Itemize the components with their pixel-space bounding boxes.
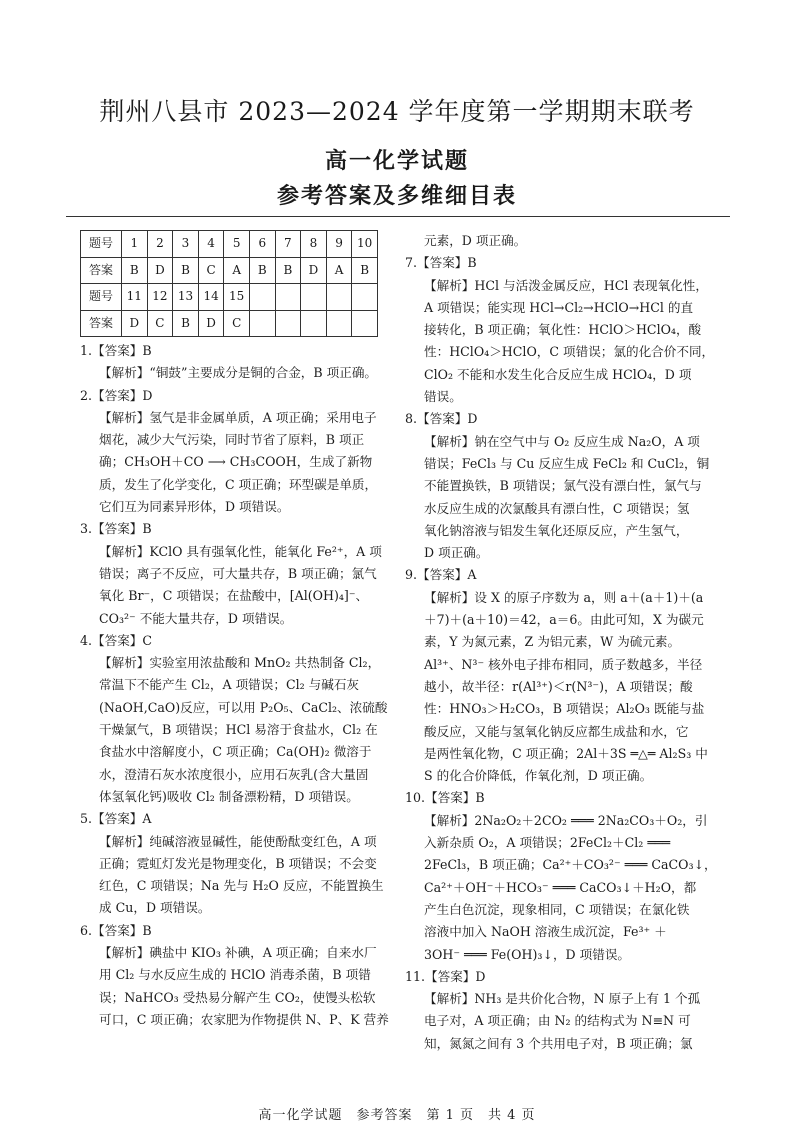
explanation-line: 不能置换铁，B 项错误；氯气没有漂白性，氯气与 [424, 478, 702, 494]
question-number-cell: 9 [326, 231, 352, 258]
explanation-line: 红色，C 项错误；Na 先与 H₂O 反应，不能置换生 [99, 878, 384, 894]
explanation-line: 错误。 [424, 389, 462, 405]
answer-cell: D [122, 310, 148, 337]
answer-cell: B [122, 257, 148, 284]
answer-table-row [81, 310, 378, 337]
answer-item [405, 966, 725, 1055]
explanation-line: ClO₂ 不能和水发生化合反应生成 HClO₄，D 项 [424, 366, 692, 382]
explanation-line: 正确；霓虹灯发光是物理变化，B 项错误；不会变 [99, 855, 377, 871]
explanation-line: 【解析】KClO 具有强氧化性，能氧化 Fe²⁺，A 项 [99, 543, 382, 559]
answer-item [80, 630, 390, 808]
document-subtitle: 高一化学试题 [324, 148, 469, 174]
explanation-line: 【解析】钠在空气中与 O₂ 反应生成 Na₂O，A 项 [424, 433, 700, 449]
explanation-line: 【解析】NH₃ 是共价化合物，N 原子上有 1 个孤 [424, 991, 701, 1007]
explanation-line: 它们互为同素异形体，D 项错误。 [99, 499, 290, 515]
answer-cell: B [352, 257, 378, 284]
explanation-line: 【解析】“铜鼓”主要成分是铜的合金，B 项正确。 [99, 365, 378, 381]
explanation-line: 【解析】纯碱溶液显碱性，能使酚酞变红色，A 项 [99, 833, 377, 849]
answer-heading: 2.【答案】D [80, 387, 153, 403]
answer-heading: 6.【答案】B [80, 922, 152, 938]
answer-heading: 3.【答案】B [80, 521, 152, 537]
answer-cell: D [301, 257, 327, 284]
answer-cell: D [198, 310, 224, 337]
explanation-line: 氧化钠溶液与铝发生氧化还原反应，产生氢气， [424, 522, 689, 538]
empty-cell [275, 284, 301, 311]
answer-heading: 4.【答案】C [80, 632, 153, 648]
explanation-line: Al³⁺、N³⁻ 核外电子排布相同，质子数越多，半径 [424, 656, 703, 672]
explanation-line: (NaOH,CaO)反应，可以用 P₂O₅、CaCl₂、浓硫酸 [99, 699, 388, 715]
explanation-line: 错误；离子不反应，可大量共存，B 项正确；氯气 [99, 565, 377, 581]
explanation-line: 2FeCl₃，B 项正确；Ca²⁺＋CO₃²⁻ ═══ CaCO₃↓， [424, 857, 717, 873]
answer-cell: B [275, 257, 301, 284]
answer-heading: 1.【答案】B [80, 343, 152, 358]
explanation-line: 常温下不能产生 Cl₂，A 项错误；Cl₂ 与碱石灰 [99, 677, 360, 693]
table-header-cell: 题号 [81, 284, 122, 311]
question-number-cell: 15 [224, 284, 250, 311]
empty-cell [275, 310, 301, 337]
answer-item [80, 518, 390, 629]
answer-cell: A [224, 257, 250, 284]
explanation-line: S 的化合价降低，作氧化剂，D 项正确。 [424, 768, 653, 784]
document-subtitle-secondary: 参考答案及多维细目表 [276, 183, 517, 209]
answer-heading: 7.【答案】B [405, 255, 477, 271]
question-number-cell: 10 [352, 231, 378, 258]
question-number-cell: 1 [122, 231, 148, 258]
question-number-cell: 11 [122, 284, 148, 311]
explanation-line: 是两性氧化物，C 项正确；2Al＋3S ═△═ Al₂S₃ 中 [424, 745, 708, 761]
explanation-line: 性：HClO₄＞HClO，C 项错误；氯的化合价不同， [424, 344, 715, 360]
answer-table-row [81, 284, 378, 311]
explanation-line: 性：HNO₃＞H₂CO₃，B 项错误；Al₂O₃ 既能与盐 [424, 701, 705, 717]
explanation-line: 【解析】实验室用浓盐酸和 MnO₂ 共热制备 Cl₂， [99, 655, 381, 671]
explanation-line: 元素，D 项正确。 [424, 233, 527, 248]
explanation-line: 产生白色沉淀，现象相同，C 项错误；在氯化铁 [424, 901, 690, 917]
answer-item [80, 385, 390, 519]
empty-cell [352, 310, 378, 337]
explanation-line: 食盐水中溶解度小，C 项正确；Ca(OH)₂ 微溶于 [99, 744, 372, 760]
explanation-line: 知，氮氮之间有 3 个共用电子对，B 项正确；氯 [424, 1035, 693, 1051]
explanation-line: 电子对，A 项正确；由 N₂ 的结构式为 N≡N 可 [424, 1013, 691, 1029]
empty-cell [301, 310, 327, 337]
page-title: 荆州八县市 2023—2024 学年度第一学期期末联考 [99, 97, 695, 126]
question-number-cell: 7 [275, 231, 301, 258]
explanation-line: 氧化 Br⁻，C 项错误；在盐酸中，[Al(OH)₄]⁻、 [99, 588, 369, 604]
answer-item [80, 808, 390, 919]
explanation-line: 素，Y 为氮元素，Z 为铝元素，W 为硫元素。 [424, 634, 681, 650]
explanation-line: D 项正确。 [424, 545, 489, 561]
empty-cell [249, 310, 275, 337]
answer-cell: A [326, 257, 352, 284]
answer-heading: 9.【答案】A [405, 567, 477, 583]
explanation-line: 【解析】碘盐中 KIO₃ 补碘，A 项正确；自来水厂 [99, 945, 377, 961]
answer-heading: 11.【答案】D [405, 968, 486, 984]
answer-heading: 5.【答案】A [80, 811, 152, 827]
table-header-cell: 答案 [81, 257, 122, 284]
explanation-line: 酸反应，又能与氢氧化钠反应都生成盐和水，它 [424, 723, 689, 739]
question-number-cell: 3 [173, 231, 199, 258]
answer-heading: 10.【答案】B [405, 790, 485, 806]
answer-table-row [81, 231, 378, 258]
explanation-line: 干燥氯气，B 项错误；HCl 易溶于食盐水，Cl₂ 在 [99, 722, 378, 738]
explanation-line: 误；NaHCO₃ 受热易分解产生 CO₂，使馒头松软 [99, 989, 376, 1005]
explanation-line: 成 Cu，D 项错误。 [99, 900, 211, 916]
question-number-cell: 12 [147, 284, 173, 311]
explanation-line: A 项错误；能实现 HCl→Cl₂→HClO→HCl 的直 [424, 299, 694, 315]
explanation-line: 溶液中加入 NaOH 溶液生成沉淀，Fe³⁺ ＋ [424, 924, 667, 940]
empty-cell [352, 284, 378, 311]
explanation-line: 越小，故半径：r(Al³⁺)＜r(N³⁻)，A 项错误；酸 [424, 678, 693, 694]
explanation-line: 3OH⁻ ═══ Fe(OH)₃↓，D 项错误。 [424, 946, 631, 962]
explanation-line: 用 Cl₂ 与水反应生成的 HClO 消毒杀菌，B 项错 [99, 967, 371, 983]
explanation-line: 水反应生成的次氯酸具有漂白性，C 项错误；氢 [424, 500, 690, 516]
answer-table [80, 230, 378, 337]
answer-item [405, 230, 725, 252]
explanation-line: 确；CH₃OH＋CO ⟶ CH₃COOH，生成了新物 [99, 454, 373, 470]
explanation-line: 【解析】氢气是非金属单质，A 项正确；采用电子 [99, 409, 377, 425]
explanation-line: 接转化，B 项正确；氧化性：HClO＞HClO₄，酸 [424, 322, 702, 338]
explanation-line: 【解析】2Na₂O₂＋2CO₂ ═══ 2Na₂CO₃＋O₂，引 [424, 812, 708, 828]
table-header-cell: 题号 [81, 231, 122, 258]
answer-item [80, 920, 390, 1031]
question-number-cell: 14 [198, 284, 224, 311]
explanation-line: 质，发生了化学变化，C 项正确；环型碳是单质， [99, 476, 378, 492]
question-number-cell: 5 [224, 231, 250, 258]
explanation-line: 错误；FeCl₃ 与 Cu 反应生成 FeCl₂ 和 CuCl₂，铜 [424, 455, 710, 471]
answer-cell: C [224, 310, 250, 337]
explanation-line: Ca²⁺＋OH⁻＋HCO₃⁻ ═══ CaCO₃↓＋H₂O，都 [424, 879, 697, 895]
explanation-line: 【解析】HCl 与活泼金属反应，HCl 表现氧化性， [424, 277, 708, 293]
empty-cell [326, 284, 352, 311]
explanation-line: CO₃²⁻ 不能大量共存，D 项错误。 [99, 610, 293, 626]
question-number-cell: 8 [301, 231, 327, 258]
answer-cell: C [147, 310, 173, 337]
answer-item [405, 564, 725, 787]
question-number-cell: 6 [249, 231, 275, 258]
header-divider [66, 216, 730, 217]
page-footer: 高一化学试题 参考答案 第 1 页 共 4 页 [258, 1108, 536, 1123]
answer-cell: B [249, 257, 275, 284]
answer-item [405, 252, 725, 408]
answer-cell: B [173, 310, 199, 337]
empty-cell [326, 310, 352, 337]
answer-item [405, 408, 725, 564]
left-column [80, 230, 390, 1031]
answer-item [80, 340, 390, 385]
empty-cell [249, 284, 275, 311]
right-answer-list [405, 230, 725, 1055]
answer-table-row [81, 257, 378, 284]
answer-cell: C [198, 257, 224, 284]
question-number-cell: 2 [147, 231, 173, 258]
question-number-cell: 4 [198, 231, 224, 258]
explanation-line: 【解析】设 X 的原子序数为 a，则 a＋(a＋1)＋(a [424, 589, 704, 605]
table-header-cell: 答案 [81, 310, 122, 337]
left-answer-list [80, 340, 390, 1031]
answer-item [405, 787, 725, 965]
right-column [405, 230, 725, 1055]
explanation-line: ＋7)＋(a＋10)＝42，a＝6。由此可知，X 为碳元 [424, 612, 704, 628]
question-number-cell: 13 [173, 284, 199, 311]
explanation-line: 水，澄清石灰水浓度很小，应用石灰乳(含大量固 [99, 766, 369, 782]
answer-cell: B [173, 257, 199, 284]
explanation-line: 可口，C 项正确；农家肥为作物提供 N、P、K 营养 [99, 1011, 389, 1027]
explanation-line: 烟花，减少大气污染，同时节省了原料，B 项正 [99, 432, 365, 448]
explanation-line: 入新杂质 O₂，A 项错误；2FeCl₂＋Cl₂ ═══ [424, 835, 671, 851]
explanation-line: 体氢氧化钙)吸收 Cl₂ 制备漂粉精，D 项错误。 [99, 788, 359, 804]
answer-cell: D [147, 257, 173, 284]
empty-cell [301, 284, 327, 311]
answer-heading: 8.【答案】D [405, 411, 478, 427]
